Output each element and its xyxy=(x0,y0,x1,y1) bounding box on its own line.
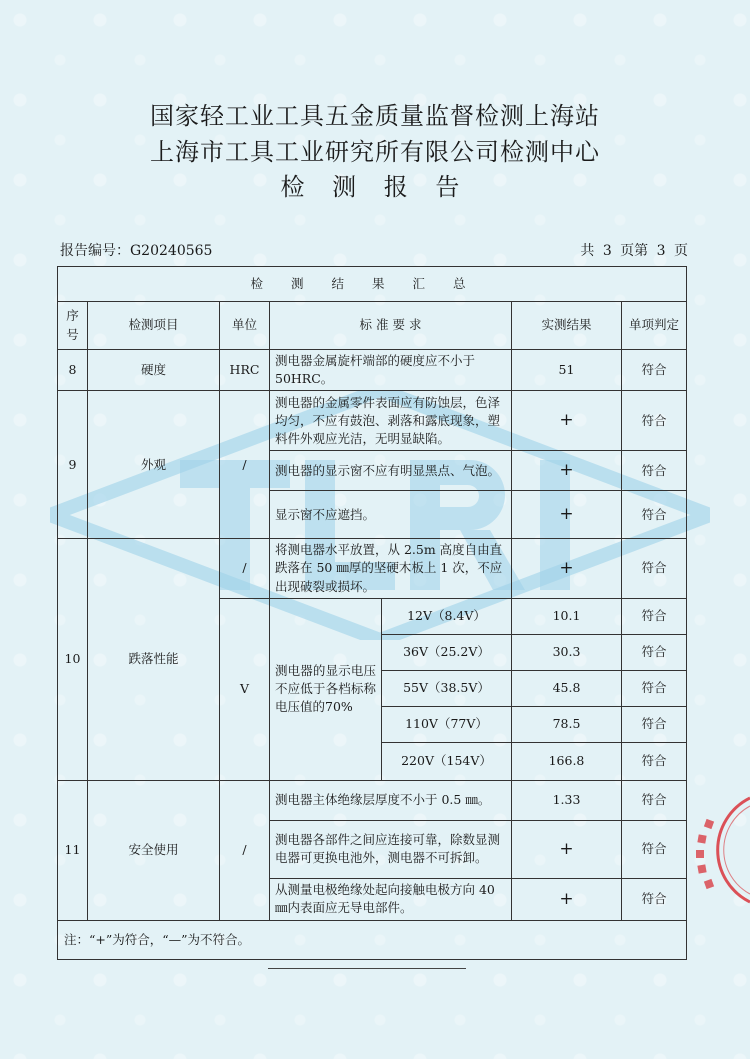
unit-cell: / xyxy=(220,391,270,539)
title-line-3: 检 测 报 告 xyxy=(280,173,470,201)
result-cell: 78.5 xyxy=(512,706,622,742)
verdict-cell: 符合 xyxy=(622,878,687,920)
col-standard: 标 准 要 求 xyxy=(270,302,512,350)
report-number xyxy=(60,240,212,260)
result-cell: 166.8 xyxy=(512,742,622,780)
result-cell: 45.8 xyxy=(512,670,622,706)
col-seq: 序号 xyxy=(58,302,88,350)
unit-cell: HRC xyxy=(220,350,270,391)
verdict-cell: 符合 xyxy=(622,491,687,539)
verdict-cell: 符合 xyxy=(622,539,687,598)
col-item: 检测项目 xyxy=(88,302,220,350)
standard-cell: 将测电器水平放置，从 2.5m 高度自由直跌落在 50 ㎜厚的坚硬木板上 1 次，不应出现破裂或损坏。 xyxy=(270,539,512,598)
verdict-cell: 符合 xyxy=(622,451,687,491)
result-cell: + xyxy=(512,391,622,451)
standard-cell: 测电器金属旋杆端部的硬度应不小于50HRC。 xyxy=(270,350,512,391)
standard-cell: 测电器主体绝缘层厚度不小于 0.5 ㎜。 xyxy=(270,780,512,820)
result-cell: + xyxy=(512,878,622,920)
standard-cell: 显示窗不应遮挡。 xyxy=(270,491,512,539)
results-table xyxy=(57,266,687,960)
result-cell: 10.1 xyxy=(512,598,622,634)
voltage-level-cell: 220V（154V） xyxy=(382,742,512,780)
standard-cell: 测电器的显示窗不应有明显黑点、气泡。 xyxy=(270,451,512,491)
voltage-level-cell: 12V（8.4V） xyxy=(382,598,512,634)
seq-cell: 9 xyxy=(58,391,88,539)
verdict-cell: 符合 xyxy=(622,780,687,820)
red-seal-stamp xyxy=(665,790,750,910)
verdict-cell: 符合 xyxy=(622,706,687,742)
verdict-cell: 符合 xyxy=(622,670,687,706)
result-cell: 51 xyxy=(512,350,622,391)
table-row xyxy=(58,391,687,451)
unit-cell: V xyxy=(220,598,270,780)
col-verdict: 单项判定 xyxy=(622,302,687,350)
standard-cell: 测电器各部件之间应连接可靠，除数显测电器可更换电池外，测电器不可拆卸。 xyxy=(270,820,512,878)
result-cell: + xyxy=(512,491,622,539)
verdict-cell: 符合 xyxy=(622,350,687,391)
report-number-value: G20240565 xyxy=(130,243,213,259)
verdict-cell: 符合 xyxy=(622,391,687,451)
item-cell: 跌落性能 xyxy=(88,539,220,780)
result-cell: + xyxy=(512,539,622,598)
seq-cell: 11 xyxy=(58,780,88,920)
standard-cell: 从测量电极绝缘处起向接触电极方向 40 ㎜内表面应无导电部件。 xyxy=(270,878,512,920)
voltage-level-cell: 36V（25.2V） xyxy=(382,634,512,670)
table-row xyxy=(58,539,687,598)
standard-cell: 测电器的显示电压不应低于各档标称电压值的70% xyxy=(270,598,382,780)
table-row xyxy=(58,350,687,391)
unit-cell: / xyxy=(220,539,270,598)
item-cell: 硬度 xyxy=(88,350,220,391)
voltage-level-cell: 55V（38.5V） xyxy=(382,670,512,706)
col-unit: 单位 xyxy=(220,302,270,350)
summary-title: 检测结果汇总 xyxy=(58,267,687,302)
col-result: 实测结果 xyxy=(512,302,622,350)
table-row xyxy=(58,780,687,820)
result-cell: 1.33 xyxy=(512,780,622,820)
title-line-2: 上海市工具工业研究所有限公司检测中心 xyxy=(150,138,600,166)
page-count: 共 3 页第 3 页 xyxy=(580,243,688,259)
verdict-cell: 符合 xyxy=(622,742,687,780)
standard-cell: 测电器的金属零件表面应有防蚀层，色泽均匀，不应有鼓泡、剥落和露底现象，塑料件外观应光洁，无明显缺陷。 xyxy=(270,391,512,451)
result-cell: + xyxy=(512,820,622,878)
verdict-cell: 符合 xyxy=(622,820,687,878)
item-cell: 安全使用 xyxy=(88,780,220,920)
seq-cell: 10 xyxy=(58,539,88,780)
result-cell: + xyxy=(512,451,622,491)
verdict-cell: 符合 xyxy=(622,598,687,634)
voltage-level-cell: 110V（77V） xyxy=(382,706,512,742)
result-cell: 30.3 xyxy=(512,634,622,670)
verdict-cell: 符合 xyxy=(622,634,687,670)
item-cell: 外观 xyxy=(88,391,220,539)
report-number-label: 报告编号： xyxy=(60,243,130,259)
unit-cell: / xyxy=(220,780,270,920)
title-line-1: 国家轻工业工具五金质量监督检测上海站 xyxy=(150,102,600,130)
signature-line xyxy=(268,968,466,969)
seq-cell: 8 xyxy=(58,350,88,391)
table-note: 注：“+”为符合，“—”为不符合。 xyxy=(58,920,687,959)
